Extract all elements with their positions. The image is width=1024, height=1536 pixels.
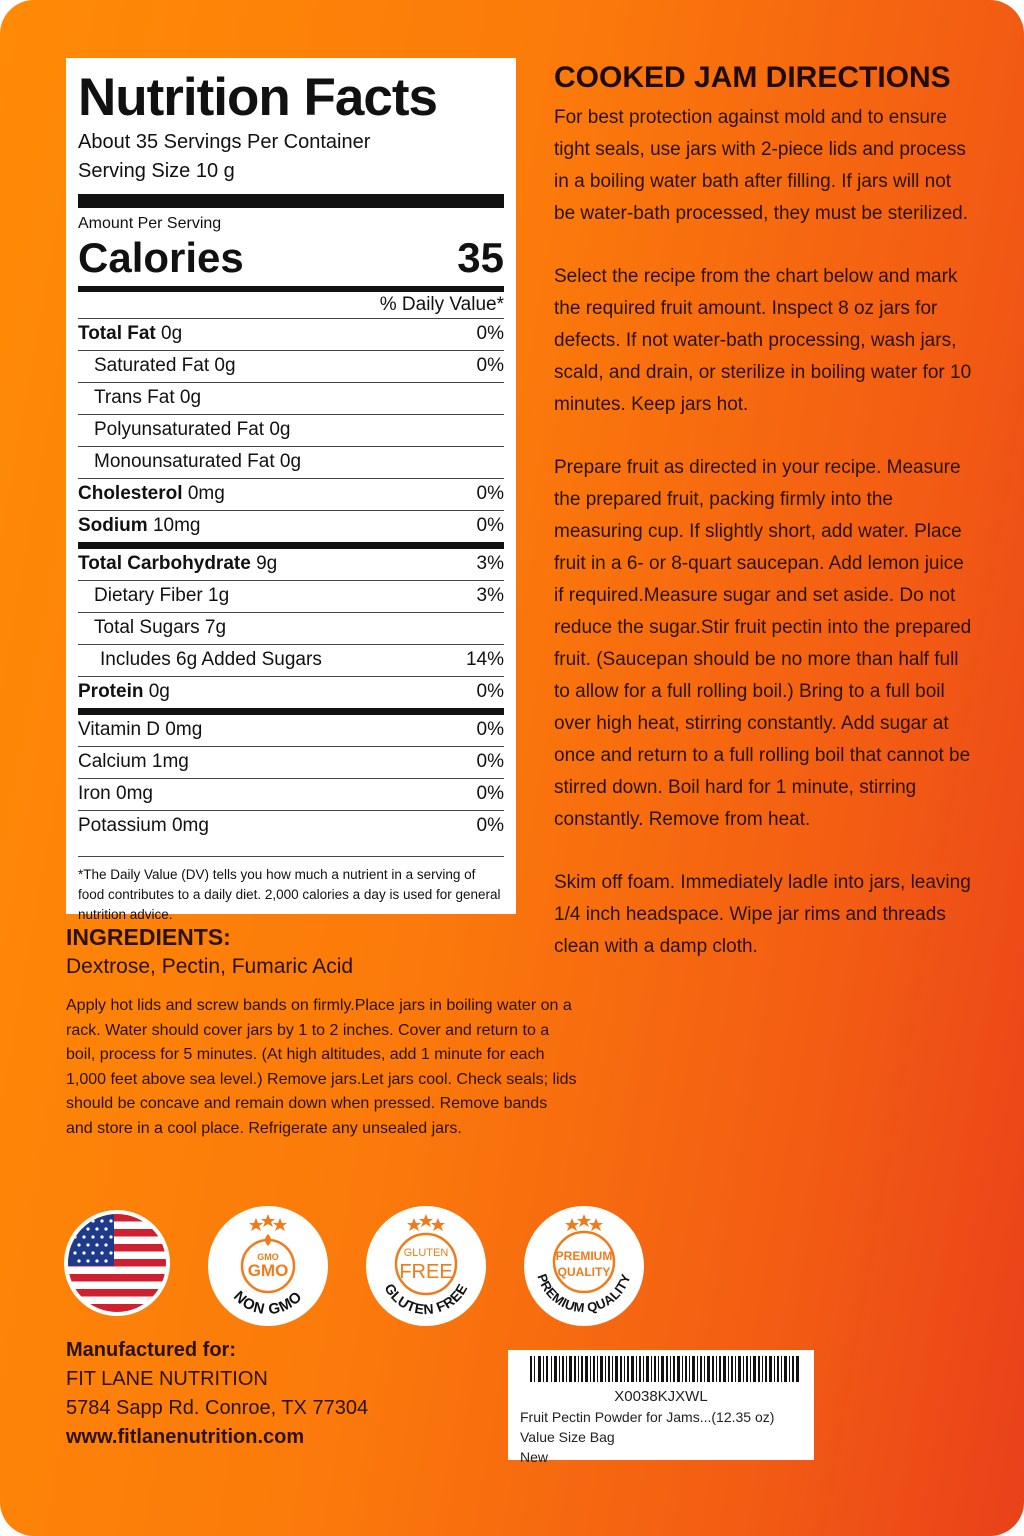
processing-instructions: Apply hot lids and screw bands on firmly.Place jars in boiling water on a rack. Water should cover jars by 1 to 2 inches. Cover and return to a boil, process for 5 minutes. (At high altitudes, add 1 minute for each 1,000 feet above sea level.) Remove jars.Let jars cool. Check seals; lids should be concave and remain down when pressed. Remove bands and store in a cool place. Refrigerate any unsealed jars. [66,997,577,1137]
premium-inner-2: QUALITY [557,1265,611,1279]
premium-ring-text: PREMIUM QUALITY [534,1271,634,1316]
ingredients-title: INGREDIENTS: [66,924,231,950]
calories-label: Calories [78,234,244,281]
manufacturer-address: 5784 Sapp Rd. Conroe, TX 77304 [66,1397,369,1419]
nutrient-amount: 0mg [165,719,203,740]
nutrient-label: Sodium [78,515,148,536]
nutrient-amount: 0g [179,387,202,408]
nutrient-row [78,478,504,510]
nutrient-row [78,746,504,778]
nutrient-label: Total Carbohydrate [78,553,251,574]
ingredients-list: Dextrose, Pectin, Fumaric Acid [66,955,354,978]
nutrient-name [78,549,277,580]
nutrient-amount: 1g [208,585,230,606]
non-gmo-ring-text: NON GMO [230,1287,306,1319]
directions-paragraph-1: For best protection against mold and to ensure tight seals, use jars with 2-piece lids and process in a boiling water bath after filling. If jars will not be water-bath processed, they must be sterilized. [554,107,968,224]
barcode-description: Fruit Pectin Powder for Jams...(12.35 oz) Value Size Bag [520,1409,775,1445]
cooked-jam-directions [554,58,974,994]
nutrient-name [78,511,200,542]
nutrient-amount: 0g [214,355,236,376]
nutrient-name [78,447,301,478]
manufacturer-info [66,1336,368,1452]
barcode-code: X0038KJXWL [614,1388,708,1405]
nutrient-row [78,676,504,708]
non-gmo-inner: GMO [247,1261,289,1280]
nutrient-daily-value: 3% [476,553,504,574]
gluten-inner-1: GLUTEN [403,1247,449,1259]
manufacturer-heading: Manufactured for: [66,1339,236,1361]
premium-quality-badge [522,1204,646,1328]
nutrient-name [78,613,226,644]
nutrient-amount: 1mg [151,751,189,772]
nutrient-daily-value: 0% [476,323,504,344]
non-gmo-badge [206,1204,330,1328]
nutrient-row [78,542,504,580]
serving-size: Serving Size 10 g [78,160,235,182]
nutrient-row [78,318,504,350]
nutrient-row [78,446,504,478]
nutrient-daily-value: 0% [476,815,504,836]
nutrient-amount: 0g [161,323,183,344]
nutrient-label: Total Fat [78,323,156,344]
nutrient-name [78,479,225,510]
nutrient-label: Potassium [78,815,167,836]
nutrient-name [78,319,182,350]
gluten-ring-text: GLUTEN FREE [381,1280,471,1318]
manufacturer-url: www.fitlanenutrition.com [66,1426,305,1448]
nutrient-name [78,415,290,446]
nutrient-rows [78,318,504,842]
nutrient-amount: 0g [269,419,291,440]
nutrient-row [78,778,504,810]
barcode-condition: New [520,1449,549,1465]
nutrient-daily-value: 0% [476,783,504,804]
nutrient-row [78,414,504,446]
nutrient-label: Trans Fat [94,387,175,408]
ingredients-section [66,922,353,982]
nutrient-daily-value: 0% [476,719,504,740]
us-flag-icon [66,1212,168,1314]
nutrient-label: Includes 6g Added Sugars [100,649,322,670]
nutrient-daily-value: 0% [476,515,504,536]
nutrient-daily-value: 3% [476,585,504,606]
nutrient-daily-value: 0% [476,681,504,702]
daily-value-header: % Daily Value* [78,286,504,318]
nutrition-facts-label [66,58,516,922]
nutrient-name [78,677,170,708]
nutrient-daily-value: 0% [476,751,504,772]
daily-value-footnote: *The Daily Value (DV) tells you how much a nutrient in a serving of food contributes to a daily diet. 2,000 calories a day is used for general nutrition advice. [78,856,504,925]
nutrient-amount: 0g [279,451,302,472]
nutrient-row [78,382,504,414]
nutrient-label: Saturated Fat [94,355,210,376]
nutrient-label: Monounsaturated Fat [94,451,275,472]
nutrient-daily-value: 0% [476,355,504,376]
nutrient-label: Total Sugars [94,617,200,638]
nutrient-label: Iron [78,783,111,804]
nutrient-row [78,580,504,612]
nutrition-title: Nutrition Facts [78,68,437,127]
gluten-inner-2: FREE [399,1261,453,1283]
nutrient-amount: 10mg [152,515,201,536]
nutrient-row [78,350,504,382]
nutrient-name [78,383,201,414]
nutrient-name [78,351,236,382]
directions-paragraph-2: Select the recipe from the chart below and mark the required fruit amount. Inspect 8 oz jars for defects. If not water-bath processing, wash jars, scald, and drain, or sterilize in boiling water for 10 minutes. Keep jars hot. [554,266,972,415]
directions-title: COOKED JAM DIRECTIONS [554,61,951,94]
servings-per-container: About 35 Servings Per Container [78,131,371,153]
directions-paragraph-3: Prepare fruit as directed in your recipe. Measure the prepared fruit, packing firmly into the measuring cup. If slightly short, add water. Place fruit in a 6- or 8-quart saucepan. Add lemon juice if required.Measure sugar and set aside. Do not reduce the sugar.Stir fruit pectin into the prepared fruit. (Saucepan should be no more than half full to allow for a full rolling boil.) Bring to a full boil over high heat, stirring constantly. Add sugar at once and return to a full rolling boil that cannot be stirred down. Boil hard for 1 minute, stirring constantly. Remove from heat. [554,457,972,830]
nutrient-daily-value: 14% [465,649,504,670]
nutrient-row [78,612,504,644]
nutrient-name [78,581,229,612]
nutrient-amount: 7g [204,617,227,638]
premium-inner-1: PREMIUM [555,1249,613,1263]
nutrient-name [78,715,202,746]
nutrient-row [78,644,504,676]
divider-thick [78,194,504,208]
barcode-icon [530,1356,800,1382]
nutrient-amount: 9g [256,553,278,574]
nutrient-row [78,708,504,746]
calories-row [78,234,504,282]
nutrient-amount: 0mg [116,783,153,804]
nutrient-label: Calcium [78,751,147,772]
nutrient-label: Dietary Fiber [94,585,203,606]
fnsku-barcode-sticker [508,1350,814,1465]
nutrient-row [78,510,504,542]
nutrient-name [78,811,209,842]
non-gmo-inner-small: GMO [257,1252,279,1262]
amount-per-serving: Amount Per Serving [78,215,222,232]
nutrient-name [78,645,322,676]
nutrient-label: Vitamin D [78,719,161,740]
nutrient-label: Polyunsaturated Fat [94,419,265,440]
nutrient-name [78,779,153,810]
nutrient-row [78,810,504,842]
nutrient-label: Cholesterol [78,483,183,504]
nutrient-amount: 0mg [187,483,225,504]
nutrient-amount: 0mg [171,815,209,836]
calories-value: 35 [457,234,504,281]
nutrient-amount: 0g [148,681,170,702]
directions-paragraph-4: Skim off foam. Immediately ladle into jars, leaving 1/4 inch headspace. Wipe jar rims and threads clean with a damp cloth. [554,872,971,957]
nutrient-name [78,747,189,778]
manufacturer-name: FIT LANE NUTRITION [66,1368,268,1390]
nutrient-label: Protein [78,681,144,702]
gluten-free-badge [364,1204,488,1328]
nutrient-daily-value: 0% [476,483,504,504]
